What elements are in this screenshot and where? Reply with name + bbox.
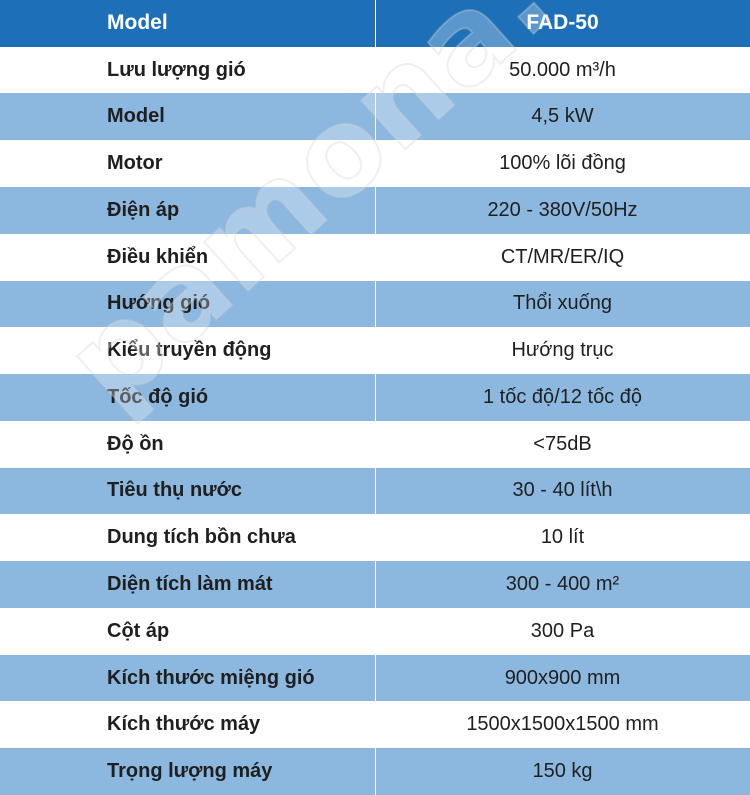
table-row (0, 140, 750, 187)
row-value-voltage: 220 - 380V/50Hz (375, 187, 750, 234)
header-value: FAD-50 (375, 0, 750, 47)
row-label-control: Điều khiển (0, 234, 375, 281)
row-label-machine-size: Kích thước máy (0, 701, 375, 748)
table-row (0, 281, 750, 328)
table-row (0, 468, 750, 515)
row-label-airflow: Lưu lượng gió (0, 47, 375, 94)
row-value-pressure: 300 Pa (375, 608, 750, 655)
table-row (0, 748, 750, 795)
row-label-noise: Độ ồn (0, 421, 375, 468)
row-label-outlet-size: Kích thước miệng gió (0, 655, 375, 702)
row-label-cooling-area: Diện tích làm mát (0, 561, 375, 608)
row-value-machine-size: 1500x1500x1500 mm (375, 701, 750, 748)
table-row (0, 93, 750, 140)
row-value-weight: 150 kg (375, 748, 750, 795)
row-label-model: Model (0, 93, 375, 140)
row-value-wind-direction: Thổi xuống (375, 281, 750, 328)
row-value-model: 4,5 kW (375, 93, 750, 140)
table-row (0, 514, 750, 561)
row-label-voltage: Điện áp (0, 187, 375, 234)
row-label-water-consumption: Tiêu thụ nước (0, 468, 375, 515)
row-value-outlet-size: 900x900 mm (375, 655, 750, 702)
header-row (0, 0, 750, 47)
table-row (0, 187, 750, 234)
row-value-tank-capacity: 10 lít (375, 514, 750, 561)
table-row (0, 47, 750, 94)
row-value-airflow: 50.000 m³/h (375, 47, 750, 94)
row-value-water-consumption: 30 - 40 lít\h (375, 468, 750, 515)
row-label-pressure: Cột áp (0, 608, 375, 655)
row-value-noise: <75dB (375, 421, 750, 468)
table-row (0, 655, 750, 702)
table-row (0, 234, 750, 281)
table-row (0, 374, 750, 421)
header-label: Model (0, 0, 375, 47)
row-label-weight: Trọng lượng máy (0, 748, 375, 795)
row-value-motor: 100% lõi đồng (375, 140, 750, 187)
table-row (0, 608, 750, 655)
row-value-control: CT/MR/ER/IQ (375, 234, 750, 281)
row-value-cooling-area: 300 - 400 m² (375, 561, 750, 608)
table-row (0, 561, 750, 608)
row-label-tank-capacity: Dung tích bồn chưa (0, 514, 375, 561)
row-value-drive-type: Hướng trục (375, 327, 750, 374)
row-label-motor: Motor (0, 140, 375, 187)
row-value-wind-speed: 1 tốc độ/12 tốc độ (375, 374, 750, 421)
row-label-wind-direction: Hướng gió (0, 281, 375, 328)
row-label-wind-speed: Tốc độ gió (0, 374, 375, 421)
table-row (0, 701, 750, 748)
table-row (0, 327, 750, 374)
table-row (0, 421, 750, 468)
row-label-drive-type: Kiểu truyền động (0, 327, 375, 374)
